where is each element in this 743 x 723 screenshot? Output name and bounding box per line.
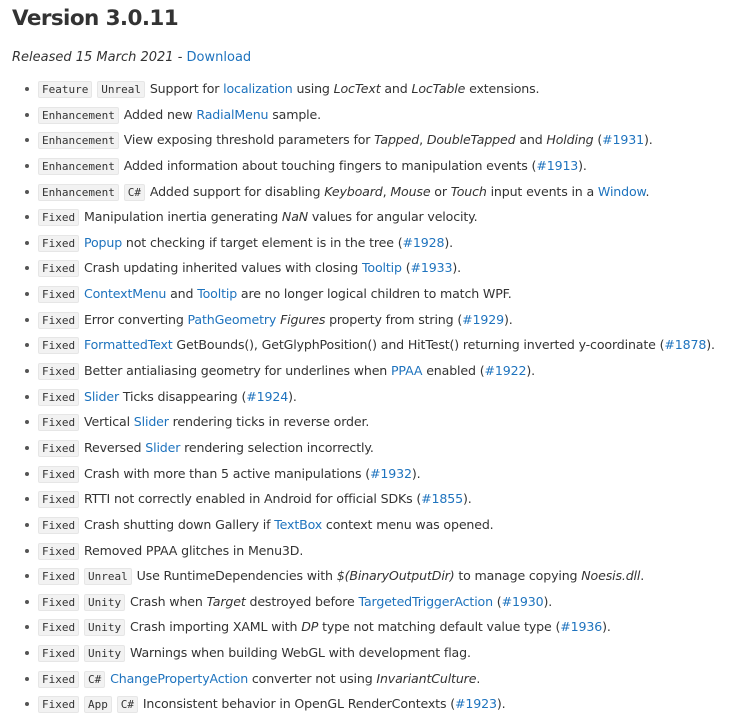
doc-link[interactable]: PathGeometry [187,311,277,327]
bullet-icon [25,215,29,219]
item-text: not checking if target element is in the tree ( [122,234,403,250]
item-text: to manage copying [454,568,582,584]
tag-fixed: Fixed [38,414,79,431]
tag-csharp: C# [117,696,138,713]
item-text: Inconsistent behavior in OpenGL RenderContexts ( [142,696,455,712]
changelog-item [25,644,743,670]
tag-fixed: Fixed [38,286,79,303]
tag-unity: Unity [84,619,125,636]
emphasis-text: Touch [450,183,487,199]
bullet-icon [25,241,29,245]
emphasis-text: InvariantCulture [376,670,477,686]
changelog-list [12,80,743,721]
tag-enhancement: Enhancement [38,132,119,149]
item-text: GetBounds(), GetGlyphPosition() and HitTest() returning inverted y-coordinate ( [172,337,665,353]
bullet-icon [25,497,29,501]
item-text: ). [452,260,461,276]
changelog-item [25,439,743,465]
item-text: and [380,81,412,96]
changelog-item [25,465,743,491]
issue-link[interactable]: #1933 [410,260,453,276]
item-text: enabled ( [422,363,485,379]
emphasis-text: Mouse [390,183,431,199]
bullet-icon [25,266,29,270]
changelog-item [25,259,743,285]
issue-link[interactable]: #1928 [402,234,445,250]
bullet-icon [25,190,29,194]
item-text: and [515,132,547,148]
tag-fixed: Fixed [38,389,79,406]
bullet-icon [25,113,29,117]
bullet-icon [25,164,29,168]
changelog-item [25,183,743,209]
item-text: Crash shutting down Gallery if [83,516,275,532]
release-date: Released 15 March 2021 [12,50,174,65]
doc-link[interactable]: Tooltip [197,286,238,302]
tag-enhancement: Enhancement [38,158,119,175]
item-text: type not matching default value type ( [318,619,561,635]
issue-link[interactable]: #1922 [484,363,527,379]
tag-feature: Feature [38,81,92,98]
tag-fixed: Fixed [38,260,79,277]
bullet-icon [25,292,29,296]
tag-fixed: Fixed [38,235,79,252]
bullet-icon [25,702,29,706]
item-text: and [166,286,198,302]
item-text: Reversed [83,439,146,455]
bullet-icon [25,446,29,450]
emphasis-text: Holding [546,132,594,148]
issue-link[interactable]: #1923 [455,696,497,712]
changelog-item [25,516,743,542]
tag-fixed: Fixed [38,440,79,457]
tag-fixed: Fixed [38,671,79,688]
item-text: are no longer logical children to match WPF. [237,286,512,302]
changelog-item [25,567,743,593]
item-text: ( [492,593,502,609]
emphasis-text: Noesis.dll [581,568,641,584]
emphasis-text: DP [301,619,319,635]
changelog-item [25,542,743,568]
item-text: RTTI not correctly enabled in Android for official SDKs ( [83,491,422,507]
tag-fixed: Fixed [38,619,79,636]
changelog-item [25,670,743,696]
doc-link[interactable]: PPAA [390,363,423,379]
item-text: Removed PPAA glitches in Menu3D. [83,542,304,558]
bullet-icon [25,343,29,347]
item-text: ). [526,363,535,379]
item-text: ). [578,157,587,173]
item-text: Crash with more than 5 active manipulations ( [83,465,370,481]
doc-link[interactable]: RadialMenu [196,106,269,122]
bullet-icon [25,574,29,578]
emphasis-text: $(BinaryOutputDir) [336,568,455,584]
tag-enhancement: Enhancement [38,107,119,124]
bullet-icon [25,677,29,681]
changelog-item [25,593,743,619]
changelog-item [25,157,743,183]
emphasis-text: Tapped [374,132,420,148]
issue-link[interactable]: #1932 [370,465,412,481]
emphasis-text: LocText [333,81,381,96]
issue-link[interactable]: #1855 [421,491,464,507]
tag-fixed: Fixed [38,696,79,713]
changelog-item [25,388,743,414]
version-title: Version 3.0.11 [12,6,179,31]
doc-link[interactable]: Slider [83,388,119,404]
item-text: , [419,132,427,148]
item-text: Error converting [83,311,188,327]
item-text: using [292,81,334,96]
item-text: converter not using [248,670,377,686]
tag-fixed: Fixed [38,594,79,611]
bullet-icon [25,651,29,655]
changelog-item [25,285,743,311]
item-text: Ticks disappearing ( [119,388,247,404]
tag-fixed: Fixed [38,337,79,354]
bullet-icon [25,420,29,424]
bullet-icon [25,369,29,373]
item-text: Manipulation inertia generating [83,209,282,225]
item-text: Crash when [129,593,207,609]
doc-link[interactable]: localization [223,81,293,96]
item-text: ). [288,388,297,404]
issue-link[interactable]: #1913 [536,157,579,173]
issue-link[interactable]: #1924 [246,388,289,404]
bullet-icon [25,87,29,91]
doc-link[interactable]: ContextMenu [83,286,167,302]
item-text: Added support for disabling [149,183,325,199]
changelog-item [25,311,743,337]
tag-fixed: Fixed [38,517,79,534]
item-text: rendering selection incorrectly. [180,439,374,455]
item-text: ). [602,619,611,635]
bullet-icon [25,600,29,604]
item-text: rendering ticks in reverse order. [168,414,370,430]
changelog-item [25,490,743,516]
doc-link[interactable]: Tooltip [362,260,402,276]
tag-fixed: Fixed [38,466,79,483]
bullet-icon [25,523,29,527]
doc-link[interactable]: Slider [133,414,169,430]
item-text: values for angular velocity. [308,209,478,225]
tag-fixed: Fixed [38,568,79,585]
release-info [12,50,743,66]
changelog-item [25,695,743,721]
item-text: ( [401,260,411,276]
item-text: ). [463,491,472,507]
doc-link[interactable]: TextBox [274,516,323,532]
item-text: ). [444,234,453,250]
item-text: , [382,183,391,199]
item-text: View exposing threshold parameters for [123,132,375,148]
doc-link[interactable]: FormattedText [83,337,173,353]
doc-link[interactable]: Slider [145,439,181,455]
item-text: property from string ( [325,311,463,327]
issue-link[interactable]: #1930 [501,593,544,609]
bullet-icon [25,549,29,553]
item-text: Added information about touching fingers to manipulation events ( [123,157,537,173]
item-text: . [640,568,645,584]
item-text: input events in a [486,183,598,199]
item-text: context menu was opened. [322,516,494,532]
item-text: Warnings when building WebGL with development flag. [129,645,471,661]
item-text: Use RuntimeDependencies with [136,568,337,584]
emphasis-text: Figures [280,311,326,327]
tag-fixed: Fixed [38,363,79,380]
item-text: ( [593,132,603,148]
item-text: Crash updating inherited values with closing [83,260,362,276]
bullet-icon [25,625,29,629]
tag-unity: Unity [84,645,125,662]
item-text: extensions. [465,81,540,96]
item-text: Better antialiasing geometry for underlines when [83,363,391,379]
tag-unreal: Unreal [97,81,145,98]
tag-csharp: C# [124,184,145,201]
issue-link[interactable]: #1878 [664,337,707,353]
tag-enhancement: Enhancement [38,184,119,201]
emphasis-text: DoubleTapped [426,132,516,148]
item-text: . [476,670,481,686]
doc-link[interactable]: Popup [83,234,123,250]
emphasis-text: Keyboard [324,183,383,199]
item-text: ). [543,593,553,609]
changelog-item [25,106,743,132]
tag-fixed: Fixed [38,645,79,662]
doc-link[interactable]: ChangePropertyAction [110,670,249,686]
tag-csharp: C# [84,671,105,688]
item-text: ). [706,337,715,353]
issue-link[interactable]: #1929 [462,311,504,327]
tag-unity: Unity [84,594,125,611]
changelog-item [25,618,743,644]
item-text: ). [411,465,421,481]
download-link[interactable]: Download [186,50,252,65]
item-text: Crash importing XAML with [129,619,302,635]
item-text: sample. [268,106,321,122]
bullet-icon [25,472,29,476]
item-text: ). [496,696,506,712]
tag-fixed: Fixed [38,209,79,226]
bullet-icon [25,138,29,142]
emphasis-text: LocTable [411,81,466,96]
item-text: Vertical [83,414,134,430]
changelog-item [25,413,743,439]
doc-link[interactable]: Window [597,183,646,199]
emphasis-text: NaN [281,209,309,225]
changelog-item [25,234,743,260]
item-text: ). [503,311,513,327]
issue-link[interactable]: #1931 [602,132,644,148]
bullet-icon [25,395,29,399]
emphasis-text: Target [206,593,246,609]
changelog-item [25,336,743,362]
item-text: . [645,183,650,199]
tag-fixed: Fixed [38,543,79,560]
bullet-icon [25,318,29,322]
changelog-item [25,131,743,157]
tag-app: App [84,696,112,713]
tag-fixed: Fixed [38,491,79,508]
item-text: Support for [149,81,224,96]
tag-unreal: Unreal [84,568,132,585]
changelog-item [25,362,743,388]
item-text: or [430,183,451,199]
item-text: ). [644,132,653,148]
release-separator: - [173,50,187,65]
item-text: Added new [123,106,197,122]
doc-link[interactable]: TargetedTriggerAction [358,593,493,609]
issue-link[interactable]: #1936 [560,619,603,635]
tag-fixed: Fixed [38,312,79,329]
changelog-item [25,80,743,106]
changelog-item [25,208,743,234]
item-text: destroyed before [245,593,359,609]
